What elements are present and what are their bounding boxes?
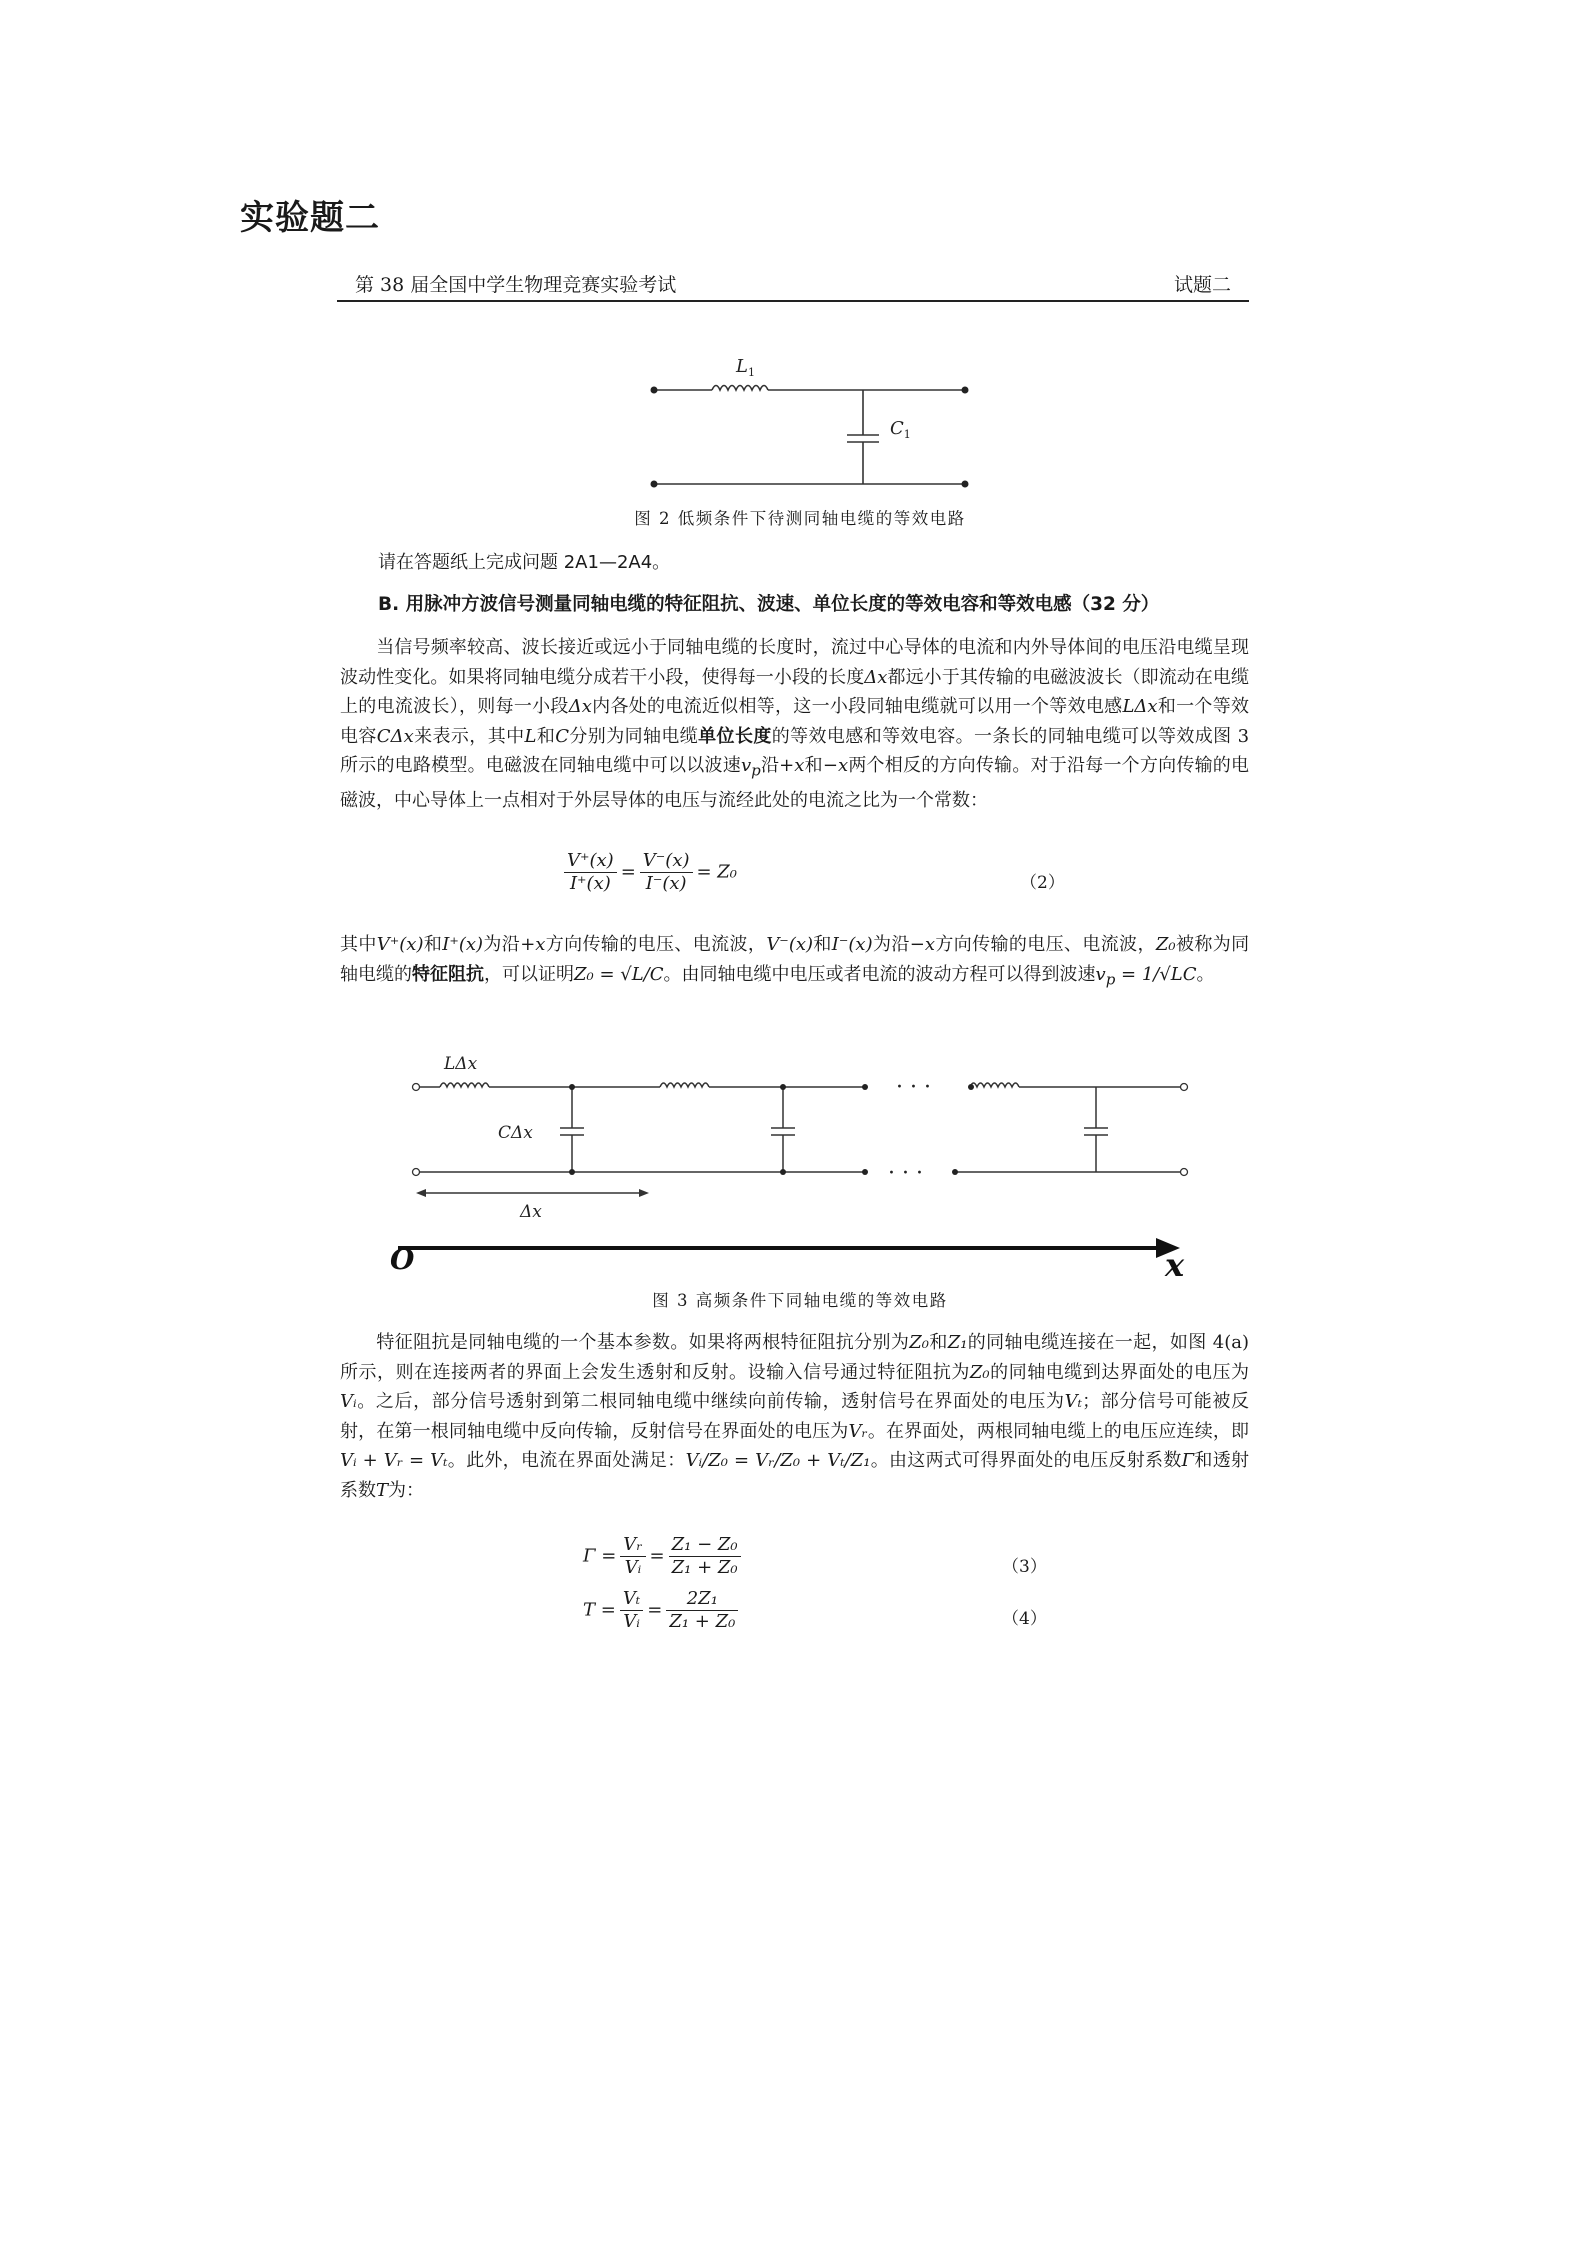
page-header <box>337 266 1249 302</box>
equation-4: T = $\frac{\text{Vₜ}}{\text{Vᵢ}}$ = $\frac{\text{2Z₁}}{\text{Z₁ + Z₀}}$ <box>583 1588 742 1633</box>
label-c1: $C_1$ <box>890 418 911 441</box>
inductor-l1 <box>712 386 768 391</box>
label-cdx: CΔx <box>498 1123 533 1143</box>
inductor-ldx <box>440 1083 489 1087</box>
origin-label: O <box>390 1243 415 1276</box>
equation-2: $\frac{V^+(x)}{I^+(x)}$ = $\frac{V^-(x)}{I^-(x)}$ = Z₀ <box>560 850 737 895</box>
label-dx: Δx <box>520 1202 542 1222</box>
figure-2-caption: 图 2 低频条件下待测同轴电缆的等效电路 <box>634 509 966 528</box>
page-title: 实验题二 <box>240 198 380 238</box>
terminal-node <box>413 1169 420 1176</box>
equation-3: Γ = $\frac{\text{Vᵣ}}{\text{Vᵢ}}$ = $\frac{\text{Z₁ − Z₀}}{\text{Z₁ + Z₀}}$ <box>583 1534 745 1579</box>
label-ldx: LΔx <box>444 1054 478 1074</box>
inductor <box>660 1083 709 1087</box>
figure-3 <box>380 1050 1220 1320</box>
ellipsis-top: · · · <box>896 1075 931 1100</box>
section-b-heading: B. 用脉冲方波信号测量同轴电缆的特征阻抗、波速、单位长度的等效电容和等效电感（32 分） <box>378 594 1160 615</box>
ellipsis-bottom: · · · <box>888 1161 923 1186</box>
terminal-node <box>1181 1169 1188 1176</box>
terminal-node <box>1181 1084 1188 1091</box>
paragraph-3: 特征阻抗是同轴电缆的一个基本参数。如果将两根特征阻抗分别为Z₀和Z₁的同轴电缆连接在一起，如图 4(a)所示，则在连接两者的界面上会发生透射和反射。设输入信号通过特征阻抗为Z₀的同轴电缆到达界面处的电压为Vᵢ。之后，部分信号透射到第二根同轴电缆中继续向前传输，透射信号在界面处的电压为Vₜ；部分信号可能被反射，在第一根同轴电缆中反向传输，反射信号在界面处的电压为Vᵣ。在界面处，两根同轴电缆上的电压应连续，即Vᵢ + Vᵣ = Vₜ。此外，电流在界面处满足：Vᵢ/Z₀ = Vᵣ/Z₀ + Vₜ/Z₁。由这两式可得界面处的电压反射系数Γ和透射系数T为： <box>340 1332 1250 1501</box>
terminal-node <box>962 387 969 394</box>
equation-3-number: （3） <box>1002 1557 1047 1577</box>
terminal-node <box>413 1084 420 1091</box>
figure-2 <box>600 340 1000 540</box>
equation-4-number: （4） <box>1002 1609 1047 1629</box>
figure-2-circuit <box>600 340 1000 510</box>
terminal-node <box>651 481 658 488</box>
label-l1: $L_1$ <box>736 356 755 379</box>
paragraph-2: 其中V⁺(x)和I⁺(x)为沿+x方向传输的电压、电流波，V⁻(x)和I⁻(x)为沿−x方向传输的电压、电流波，Z₀被称为同轴电缆的特征阻抗，可以证明Z₀ = √L/C。由同轴电缆中电压或者电流的波动方程可以得到波速$v_p = 1/√LC$。 <box>340 934 1250 989</box>
paragraph-1: 当信号频率较高、波长接近或远小于同轴电缆的长度时，流过中心导体的电流和内外导体间的电压沿电缆呈现波动性变化。如果将同轴电缆分成若干小段，使得每一小段的长度Δx都远小于其传输的电磁波波长（即流动在电缆上的电流波长），则每一小段Δx内各处的电流近似相等，这一小段同轴电缆就可以用一个等效电感LΔx和一个等效电容CΔx来表示，其中L和C分别为同轴电缆单位长度的等效电感和等效电容。一条长的同轴电缆可以等效成图 3 所示的电路模型。电磁波在同轴电缆中可以以波速$v_p$沿+x和−x两个相反的方向传输。对于沿每一个方向传输的电磁波，中心导体上一点相对于外层导体的电压与流经此处的电流之比为一个常数： <box>340 637 1250 812</box>
header-problem-label: 试题二 <box>1173 274 1231 296</box>
terminal-node <box>962 481 969 488</box>
equation-2-number: （2） <box>1020 873 1065 893</box>
axis-label-x: x <box>1165 1246 1185 1284</box>
terminal-node <box>651 387 658 394</box>
header-exam-title: 第 38 届全国中学生物理竞赛实验考试 <box>355 274 677 296</box>
figure-3-circuit <box>380 1050 1220 1285</box>
inductor <box>970 1083 1019 1087</box>
instruction-text: 请在答题纸上完成问题 2A1—2A4。 <box>378 552 671 573</box>
figure-3-caption: 图 3 高频条件下同轴电缆的等效电路 <box>652 1291 948 1310</box>
